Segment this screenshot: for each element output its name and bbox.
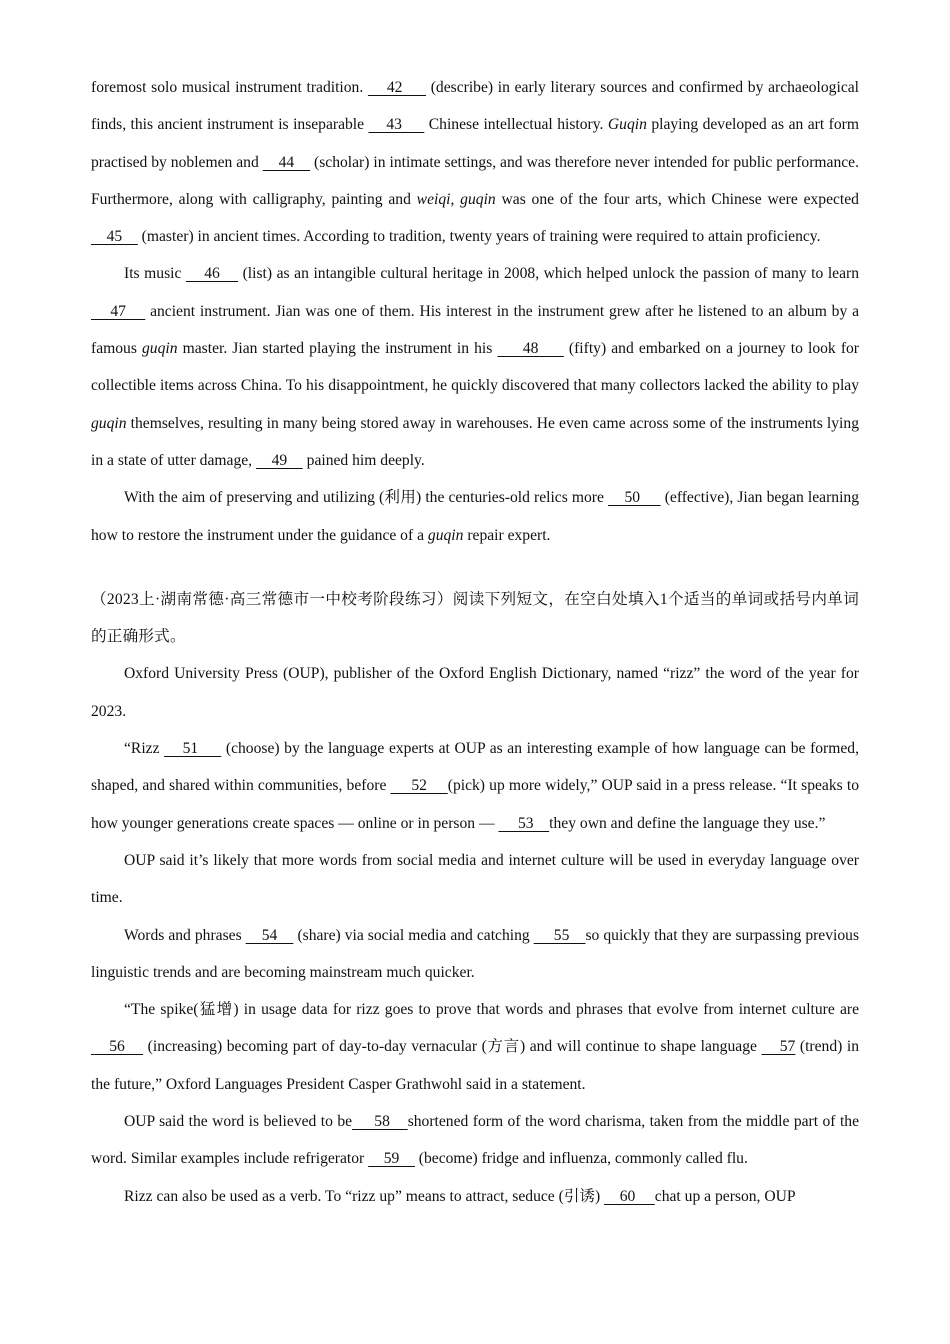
italic-term: guqin xyxy=(427,526,464,544)
italic-term: guqin xyxy=(142,340,178,358)
text-run: pained him deeply. xyxy=(302,451,425,469)
text-run: (list) as an intangible cultural heritage in 2008, which helped unlock the passion of many to learn xyxy=(238,265,860,283)
text-run: (scholar) in intimate settings, and was therefore never intended for public performance. Furthermore, along with calligraphy, painting and xyxy=(91,153,859,208)
text-run: so quickly that they are surpassing previous linguistic trends and are becoming mainstream much quicker. xyxy=(91,926,860,981)
answer-blank[interactable]: 42 xyxy=(367,79,427,96)
paragraph xyxy=(91,991,859,1103)
answer-blank[interactable]: 45 xyxy=(91,228,138,246)
text-run: chat up a person, OUP xyxy=(654,1187,796,1205)
paragraph xyxy=(91,917,859,992)
text-run: , xyxy=(450,190,461,208)
passage-guqin xyxy=(91,69,859,554)
answer-blank[interactable]: 46 xyxy=(185,265,239,283)
answer-blank[interactable]: 59 xyxy=(368,1150,415,1168)
text-run: OUP said it’s likely that more words from social media and internet culture will be used in everyday language over time. xyxy=(91,851,859,907)
paragraph xyxy=(91,255,859,479)
text-run: ancient instrument. Jian was one of them. His interest in the instrument grew after he listened to an album by a famous xyxy=(91,302,859,358)
text-run: (describe) in early literary sources and confirmed by archaeological finds, this ancient instrument is inseparable xyxy=(91,79,859,134)
text-run: master. Jian started playing the instrument in his xyxy=(177,340,498,358)
italic-term: Guqin xyxy=(607,116,647,134)
text-run: was one of the four arts, which Chinese were expected xyxy=(495,190,859,208)
text-run: foremost solo musical instrument tradition. xyxy=(91,79,368,96)
text-run: (effective), Jian began learning how to restore the instrument under the guidance of a xyxy=(91,489,859,544)
text-run: (become) fridge and influenza, commonly called flu. xyxy=(414,1150,748,1168)
paragraph xyxy=(91,730,859,842)
exercise-source-instruction: （2023上·湖南常德·高三常德市一中校考阶段练习）阅读下列短文，在空白处填入1个适当的单词或括号内单词的正确形式。 xyxy=(91,590,859,646)
document-page xyxy=(91,69,859,1215)
answer-blank[interactable]: 44 xyxy=(262,153,311,171)
answer-blank[interactable]: 50 xyxy=(608,489,661,507)
answer-blank[interactable]: 57 xyxy=(761,1038,796,1056)
answer-blank[interactable]: 49 xyxy=(255,451,303,469)
answer-blank[interactable]: 60 xyxy=(604,1187,655,1205)
italic-term: guqin xyxy=(460,190,496,208)
paragraph xyxy=(91,69,859,255)
answer-blank[interactable]: 53 xyxy=(498,814,550,832)
answer-blank[interactable]: 56 xyxy=(91,1038,144,1056)
text-run: (share) via social media and catching xyxy=(293,926,534,944)
answer-blank[interactable]: 47 xyxy=(91,302,146,320)
text-run: Its music xyxy=(124,265,186,283)
section-gap xyxy=(91,554,859,581)
text-run: (increasing) becoming part of day-to-day vernacular (方言) and will continue to shape language xyxy=(143,1038,762,1056)
paragraph xyxy=(91,842,859,917)
italic-term: guqin xyxy=(91,414,127,432)
text-run: repair expert. xyxy=(463,526,551,544)
answer-blank[interactable]: 54 xyxy=(245,926,294,944)
answer-blank[interactable]: 58 xyxy=(352,1113,408,1131)
text-run: (master) in ancient times. According to tradition, twenty years of training were required to attain proficiency. xyxy=(137,228,821,246)
paragraph xyxy=(91,1178,859,1215)
paragraph xyxy=(91,655,859,730)
text-run: With the aim of preserving and utilizing (利用) the centuries-old relics more xyxy=(124,489,609,507)
text-run: (choose) by the language experts at OUP as an interesting example of how language can be formed, shaped, and shared within communities, before xyxy=(91,740,859,795)
answer-blank[interactable]: 55 xyxy=(533,926,586,944)
text-run: (fifty) and embarked on a journey to look for collectible items across China. To his disappointment, he quickly discovered that many collectors lacked the ability to play xyxy=(91,340,859,395)
passage-rizz xyxy=(91,581,859,1215)
text-run: Rizz can also be used as a verb. To “rizz up” means to attract, seduce (引诱) xyxy=(124,1187,605,1205)
text-run: (pick) up more widely,” OUP said in a press release. “It speaks to how younger generations create spaces — online or in person — xyxy=(91,777,860,832)
italic-term: weiqi xyxy=(416,190,451,208)
text-run: OUP said the word is believed to be xyxy=(124,1113,353,1131)
paragraph xyxy=(91,479,859,554)
text-run: (trend) in the future,” Oxford Languages President Casper Grathwohl said in a statement. xyxy=(91,1038,860,1093)
answer-blank[interactable]: 48 xyxy=(497,340,564,358)
answer-blank[interactable]: 43 xyxy=(368,116,425,134)
answer-blank[interactable]: 51 xyxy=(164,740,222,758)
paragraph xyxy=(91,1103,859,1178)
answer-blank[interactable]: 52 xyxy=(390,777,448,795)
text-run: “The spike(猛增) in usage data for rizz goes to prove that words and phrases that evolve from internet culture are xyxy=(124,1001,859,1019)
text-run: Chinese intellectual history. xyxy=(424,116,608,134)
text-run: Oxford University Press (OUP), publisher of the Oxford English Dictionary, named “rizz” the word of the year for 2023. xyxy=(91,665,859,720)
text-run: they own and define the language they use.” xyxy=(549,814,826,832)
text-run: playing developed as an art form practised by noblemen and xyxy=(91,116,859,171)
text-run: shortened form of the word charisma, taken from the middle part of the word. Similar examples include refrigerator xyxy=(91,1113,859,1168)
text-run: “Rizz xyxy=(124,740,165,758)
text-run: Words and phrases xyxy=(124,926,246,944)
text-run: themselves, resulting in many being stored away in warehouses. He even came across some of the instruments lying in a state of utter damage, xyxy=(91,414,859,469)
